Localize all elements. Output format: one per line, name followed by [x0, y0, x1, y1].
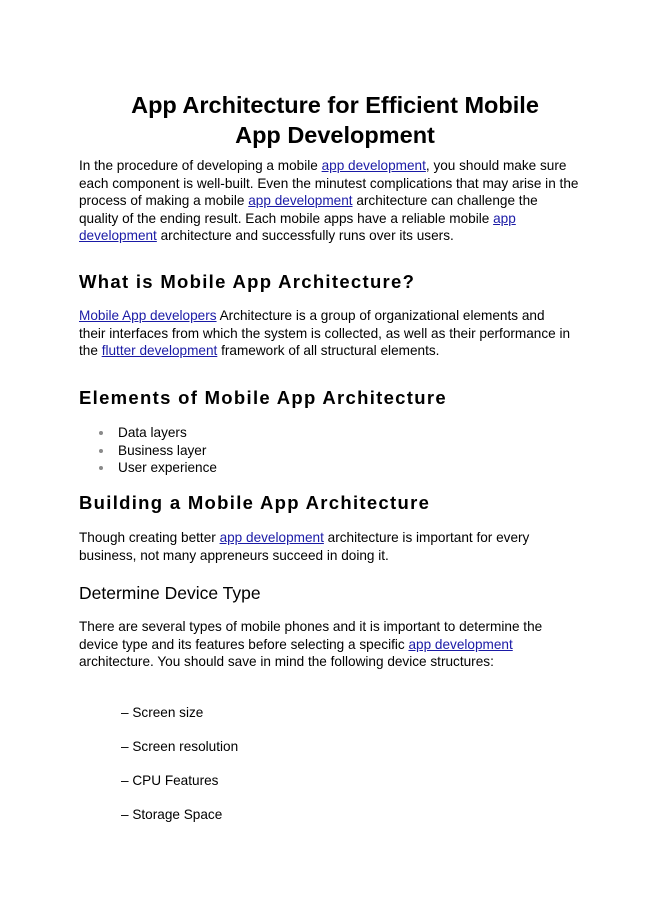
intro-text-3: architecture can challenge the quality of the ending result. Each mobile apps have a reliable mobile — [79, 193, 538, 226]
list-item-label: Business layer — [118, 442, 207, 458]
section-heading-elements: Elements of Mobile App Architecture — [79, 387, 447, 408]
bullet-dot-icon — [99, 449, 103, 453]
device-type-text-2: architecture. You should save in mind the following device structures: — [79, 654, 494, 670]
section-heading-building: Building a Mobile App Architecture — [79, 492, 431, 513]
list-item — [79, 459, 379, 477]
app-development-link-2[interactable]: app development — [248, 193, 353, 209]
flutter-development-link[interactable]: flutter development — [101, 343, 218, 359]
what-is-text-1: Architecture is a group of organizational elements and their interfaces from which the system is collected, as well as their performance in the — [79, 308, 571, 359]
intro-text-1: In the procedure of developing a mobile — [79, 158, 322, 173]
device-type-paragraph — [79, 618, 559, 671]
intro-text-4: architecture and successfully runs over its users. — [156, 228, 454, 244]
elements-list — [79, 424, 379, 477]
title-line-1: App Architecture for Efficient Mobile — [131, 92, 539, 118]
list-item — [79, 424, 379, 442]
list-item-label: Data layers — [118, 425, 187, 440]
section-heading-device-type: Determine Device Type — [79, 583, 261, 603]
device-structure-item: – Screen size — [121, 705, 204, 720]
building-paragraph — [79, 529, 559, 564]
app-development-link-1[interactable]: app development — [321, 158, 426, 173]
title-line-2: App Development — [235, 122, 435, 148]
list-item — [79, 442, 379, 460]
mobile-app-developers-link[interactable]: Mobile App developers — [79, 308, 217, 323]
device-type-text-1: There are several types of mobile phones and it is important to determine the device type and its features before selecting a specific — [79, 619, 543, 652]
device-structure-item: – Storage Space — [121, 807, 223, 822]
device-structure-item: – CPU Features — [121, 773, 219, 788]
bullet-dot-icon — [99, 466, 103, 470]
app-development-link-4[interactable]: app development — [219, 530, 324, 545]
section-heading-what-is: What is Mobile App Architecture? — [79, 271, 416, 292]
device-structure-item: – Screen resolution — [121, 739, 239, 754]
app-development-link-3[interactable]: app development — [79, 210, 516, 244]
building-text-2: architecture is important for every business, not many appreneurs succeed in doing it. — [79, 530, 530, 563]
list-item-label: User experience — [118, 460, 217, 476]
what-is-paragraph — [79, 307, 574, 360]
building-text-1: Though creating better — [79, 530, 220, 545]
page-title — [60, 90, 610, 150]
app-development-link-5[interactable]: app development — [408, 636, 513, 652]
intro-text-2: , you should make sure each component is well-built. Even the minutest complications that may arise in the process of making a mobile — [79, 158, 579, 209]
intro-paragraph — [79, 157, 579, 245]
bullet-dot-icon — [99, 431, 103, 435]
what-is-text-2: framework of all structural elements. — [217, 343, 440, 359]
